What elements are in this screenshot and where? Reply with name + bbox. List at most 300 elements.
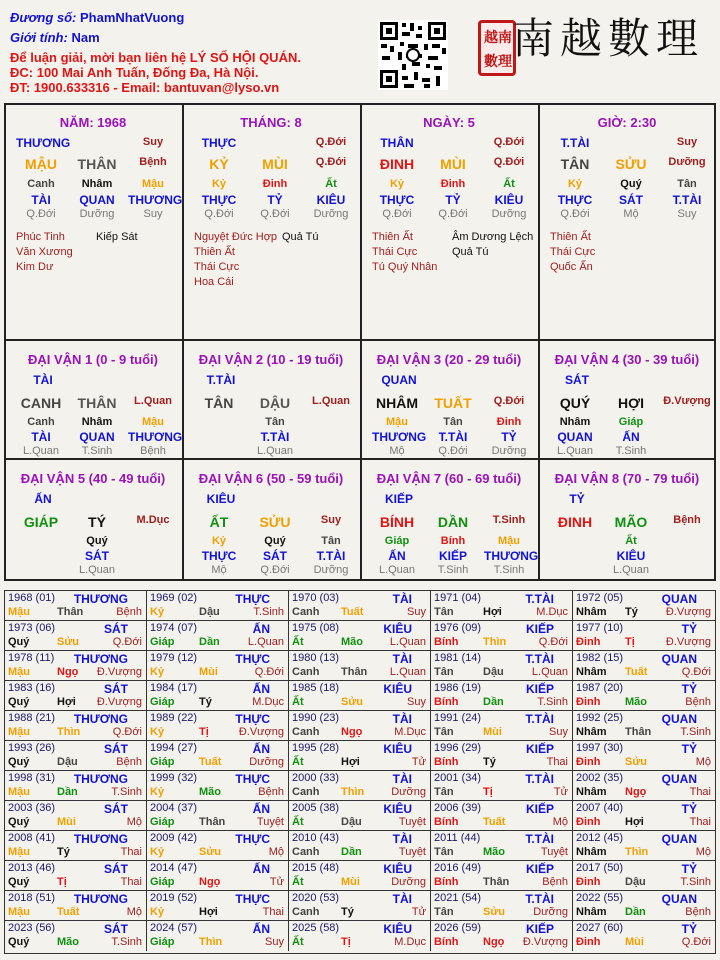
address-line: ĐC: 100 Mai Anh Tuấn, Đống Đa, Hà Nội.: [10, 65, 259, 80]
year-label: 1987 (20): [576, 682, 624, 694]
year-cell: [573, 861, 715, 891]
year-label: 1981 (14): [434, 652, 482, 664]
year-god: TÀI: [392, 592, 412, 606]
year-god: TỶ: [681, 802, 697, 816]
year-branch: Dần: [341, 846, 362, 858]
seal-char: 數: [484, 53, 498, 69]
year-label: 2009 (42): [150, 832, 198, 844]
year-label: 1992 (25): [576, 712, 624, 724]
year-cell: [289, 801, 431, 831]
year-god: QUAN: [661, 712, 697, 726]
year-stage: Bệnh: [258, 786, 284, 798]
year-god: KIẾP: [525, 682, 554, 696]
year-branch: Hợi: [625, 816, 644, 828]
year-god: THỰC: [235, 592, 270, 606]
year-stage: Q.Đới: [112, 636, 142, 648]
star-item: Quả Tú: [282, 231, 319, 243]
phone-email-line: ĐT: 1900.633316 - Email: bantuvan@lyso.vn: [10, 80, 280, 95]
year-god: TÀI: [392, 832, 412, 846]
star-item: Hoa Cái: [194, 276, 234, 288]
pillar-cell: TỶ: [267, 193, 283, 207]
year-stem: Mậu: [8, 666, 30, 678]
pillar-cell: Q.Đới: [382, 208, 412, 220]
pillar-cell: SÁT: [619, 193, 643, 207]
pillar-cell: Q.Đới: [493, 156, 525, 168]
pillar-cell: Dưỡng: [313, 208, 349, 220]
pillar-cell: Q.Đới: [260, 208, 290, 220]
luck-period-god: TỶ: [569, 492, 585, 506]
year-branch: Dậu: [483, 666, 504, 678]
year-stage: Bệnh: [116, 606, 142, 618]
luck-period-god: TÀI: [33, 373, 53, 387]
stars-list-b: [452, 230, 533, 260]
year-stem: Đinh: [576, 636, 601, 648]
year-stem: Canh: [292, 606, 320, 618]
pillar-cell: SỬU: [615, 156, 647, 172]
year-label: 2027 (60): [576, 922, 624, 934]
luck-period-cell: QUAN: [79, 430, 115, 444]
year-label: 1994 (27): [150, 742, 198, 754]
year-branch: Thân: [625, 726, 652, 738]
year-cell: [5, 891, 147, 921]
luck-period-cell: T.Sinh: [492, 514, 526, 526]
luck-period-cell: HỢI: [618, 395, 644, 411]
year-label: 1977 (10): [576, 622, 624, 634]
year-god: ẤN: [252, 922, 270, 936]
pillar-cell: Q.Đới: [26, 208, 56, 220]
year-stem: Quý: [8, 936, 30, 948]
luck-period-cell: Canh: [27, 416, 55, 428]
year-stage: Dưỡng: [391, 876, 426, 888]
pillar-cell: Dưỡng: [491, 208, 527, 220]
year-stem: Canh: [292, 786, 320, 798]
year-god: SÁT: [104, 742, 128, 756]
year-stage: Mộ: [268, 846, 284, 858]
year-branch: Ngọ: [199, 876, 221, 888]
pillar-cell: Suy: [677, 208, 697, 220]
year-stage: L.Quan: [389, 636, 426, 648]
year-label: 1993 (26): [8, 742, 56, 754]
year-label: 2024 (57): [150, 922, 198, 934]
year-cell: [289, 591, 431, 621]
year-label: 2001 (34): [434, 772, 482, 784]
pillar-title: NĂM: 1968: [59, 115, 127, 130]
year-cell: [431, 591, 573, 621]
year-god: T.TÀI: [525, 712, 554, 726]
pillar-cell: THỰC: [201, 193, 237, 207]
pillar-cell: Ất: [503, 178, 515, 190]
year-stem: Tân: [434, 666, 454, 678]
year-stem: Tân: [434, 726, 454, 738]
year-label: 2010 (43): [292, 832, 340, 844]
year-stage: Tử: [411, 756, 426, 768]
year-stem: Quý: [8, 816, 30, 828]
luck-period-god: KIÊU: [206, 492, 236, 506]
year-branch: Ngọ: [483, 936, 505, 948]
year-stem: Bính: [434, 936, 459, 948]
luck-period-title: ĐẠI VẬN 8 (70 - 79 tuổi): [554, 471, 700, 486]
stars-list-a: [372, 230, 437, 275]
luck-period-cell: Quý: [264, 535, 286, 547]
pillar-cell: TÀI: [31, 193, 51, 207]
pillar-cell: Kỷ: [211, 178, 227, 190]
year-stage: Q.Đới: [681, 936, 711, 948]
pillar-cell: THÂN: [380, 136, 414, 150]
star-item: Thiên Ất: [550, 231, 591, 243]
year-stage: Bệnh: [116, 756, 142, 768]
year-branch: Mão: [341, 636, 363, 648]
year-label: 2021 (54): [434, 892, 482, 904]
year-god: SÁT: [104, 862, 128, 876]
year-stage: Đ.Vượng: [665, 606, 711, 618]
year-stem: Mậu: [8, 606, 30, 618]
luck-period-cell: TÀI: [31, 430, 51, 444]
luck-period-cell: DẦN: [437, 514, 469, 530]
luck-period-cell: TUẤT: [434, 395, 472, 411]
year-god: T.TÀI: [525, 892, 554, 906]
year-stem: Mậu: [8, 906, 30, 918]
year-branch: Tị: [199, 726, 209, 738]
owner-name: PhamNhatVuong: [80, 10, 185, 25]
year-god: QUAN: [661, 592, 697, 606]
year-stage: L.Quan: [531, 666, 568, 678]
year-cell: [147, 711, 289, 741]
luck-period-cell: THƯƠNG: [128, 430, 183, 444]
year-cell: [5, 651, 147, 681]
luck-period-cell: THƯƠNG: [484, 549, 539, 563]
luck-period-cell: QUÝ: [559, 395, 591, 411]
pillar-cell: Q.Đới: [438, 208, 468, 220]
luck-period-cell: Đ.Vượng: [663, 395, 711, 407]
luck-period-cell: T.TÀI: [316, 549, 346, 563]
year-stage: Mộ: [126, 906, 142, 918]
luck-period-god: ẤN: [34, 492, 52, 506]
year-cell: [573, 621, 715, 651]
luck-period-cell: Giáp: [384, 535, 410, 547]
year-branch: Tý: [483, 756, 496, 768]
year-branch: Tý: [57, 846, 70, 858]
year-stem: Tân: [434, 786, 454, 798]
luck-period-cell: THỰC: [201, 549, 237, 563]
pillar-column: [184, 105, 358, 339]
year-stage: T.Sinh: [680, 876, 711, 888]
year-label: 1984 (17): [150, 682, 198, 694]
luck-period-cell: Mộ: [389, 445, 405, 457]
year-label: 2011 (44): [434, 832, 481, 844]
year-label: 1972 (05): [576, 592, 624, 604]
year-stem: Ất: [292, 816, 304, 828]
year-god: ẤN: [252, 862, 270, 876]
luck-period-cell: SÁT: [85, 549, 109, 563]
year-label: 2002 (35): [576, 772, 624, 784]
year-label: 1968 (01): [8, 592, 56, 604]
year-stage: T.Sinh: [680, 726, 711, 738]
year-stem: Bính: [434, 876, 459, 888]
luck-period-cell: Mậu: [386, 416, 408, 428]
year-stage: Tuyệt: [540, 846, 568, 858]
year-god: THƯƠNG: [73, 892, 128, 906]
year-stage: Suy: [407, 606, 426, 618]
pillar-cell: Ất: [325, 178, 337, 190]
luck-period-title: ĐẠI VẬN 6 (50 - 59 tuổi): [198, 471, 344, 486]
pillar-cell: MÙI: [262, 156, 288, 172]
pillar-cell: Quý: [620, 178, 642, 190]
year-label: 2016 (49): [434, 862, 482, 874]
year-cell: [431, 801, 573, 831]
luck-period-cell: Suy: [320, 514, 342, 526]
year-cell: [573, 651, 715, 681]
year-cell: [147, 861, 289, 891]
year-stem: Giáp: [150, 636, 175, 648]
luck-period-cell: TÂN: [204, 395, 234, 411]
pillar-cell: T.TÀI: [672, 193, 702, 207]
year-stem: Tân: [434, 906, 454, 918]
year-label: 2003 (36): [8, 802, 56, 814]
year-god: TỶ: [681, 922, 697, 936]
luck-period-cell: ẤN: [388, 549, 406, 563]
year-god: THƯƠNG: [73, 772, 128, 786]
pillar-cell: MẬU: [25, 156, 57, 172]
luck-period-cell: Dưỡng: [491, 445, 527, 457]
luck-period-cell: Quý: [86, 535, 108, 547]
year-cell: [5, 621, 147, 651]
year-stage: Dưỡng: [249, 756, 284, 768]
year-cell: [573, 801, 715, 831]
year-cell: [147, 651, 289, 681]
year-label: 1969 (02): [150, 592, 198, 604]
pillar-column: [540, 105, 714, 339]
year-cell: [573, 921, 715, 951]
year-god: THỰC: [235, 712, 270, 726]
year-stem: Nhâm: [576, 786, 607, 798]
year-branch: Tị: [483, 786, 493, 798]
year-stem: Đinh: [576, 756, 601, 768]
year-stage: Tử: [269, 876, 284, 888]
year-god: T.TÀI: [525, 772, 554, 786]
year-stem: Mậu: [8, 786, 30, 798]
year-cell: [147, 591, 289, 621]
year-cell: [5, 861, 147, 891]
stars-list-a: [16, 230, 73, 275]
year-branch: Dần: [57, 786, 78, 798]
pillar-cell: Dưỡng: [79, 208, 115, 220]
luck-period-cell: NHÂM: [376, 395, 418, 411]
luck-period-cell: THƯƠNG: [372, 430, 427, 444]
year-god: ẤN: [252, 802, 270, 816]
pillar-cell: Dưỡng: [668, 156, 706, 168]
year-label: 1995 (28): [292, 742, 340, 754]
year-stem: Đinh: [576, 696, 601, 708]
year-branch: Thìn: [483, 636, 507, 648]
year-god: KIÊU: [383, 862, 412, 876]
year-god: T.TÀI: [525, 592, 554, 606]
year-stage: Suy: [265, 936, 284, 948]
year-stem: Bính: [434, 756, 459, 768]
luck-period-cell: Q.Đới: [493, 395, 525, 407]
year-stem: Quý: [8, 876, 30, 888]
year-cell: [431, 681, 573, 711]
luck-period-cell: Q.Đới: [438, 445, 468, 457]
year-label: 1979 (12): [150, 652, 198, 664]
pillar-title: NGÀY: 5: [423, 115, 475, 130]
year-stem: Quý: [8, 696, 30, 708]
year-god: QUAN: [661, 652, 697, 666]
pillar-cell: KIÊU: [316, 193, 346, 207]
pillar-cell: Q.Đới: [315, 136, 347, 148]
star-item: Thiên Ất: [194, 246, 235, 258]
year-cell: [147, 801, 289, 831]
star-item: Nguyệt Đức Hợp: [194, 231, 278, 243]
luck-period-cell: ẤT: [209, 514, 229, 530]
year-label: 2025 (58): [292, 922, 340, 934]
year-god: TỶ: [681, 742, 697, 756]
luck-period: [184, 462, 358, 578]
year-stem: Đinh: [576, 876, 601, 888]
year-branch: Tị: [57, 876, 67, 888]
year-cell: [289, 681, 431, 711]
luck-period-cell: L.Quan: [78, 564, 116, 576]
year-branch: Mùi: [341, 876, 360, 888]
year-branch: Hợi: [199, 906, 218, 918]
year-label: 1976 (09): [434, 622, 482, 634]
year-label: 1989 (22): [150, 712, 198, 724]
year-label: 1974 (07): [150, 622, 198, 634]
luck-period-cell: DẬU: [259, 395, 291, 411]
luck-period-cell: Tân: [443, 416, 463, 428]
pillar-cell: TỶ: [445, 193, 461, 207]
year-cell: [431, 861, 573, 891]
year-cell: [5, 831, 147, 861]
year-cell: [147, 891, 289, 921]
year-cell: [289, 831, 431, 861]
luck-period-cell: SỬU: [259, 514, 291, 530]
year-branch: Hợi: [57, 696, 76, 708]
year-label: 2026 (59): [434, 922, 482, 934]
year-cell: [289, 891, 431, 921]
year-stage: Đ.Vượng: [238, 726, 284, 738]
pillar-cell: Kỷ: [567, 178, 583, 190]
year-label: 1985 (18): [292, 682, 340, 694]
year-stage: Mộ: [695, 846, 711, 858]
year-label: 2015 (48): [292, 862, 340, 874]
year-stage: T.Sinh: [111, 786, 142, 798]
luck-period-cell: Bính: [440, 535, 466, 547]
year-stage: Bệnh: [685, 696, 711, 708]
year-cell: [573, 771, 715, 801]
star-item: Tú Quý Nhân: [372, 261, 438, 273]
pillar-cell: Nhâm: [81, 178, 113, 190]
year-branch: Dần: [483, 696, 504, 708]
year-cell: [147, 621, 289, 651]
year-label: 1999 (32): [150, 772, 198, 784]
year-stage: Q.Đới: [538, 636, 568, 648]
pillar-cell: Mộ: [623, 208, 639, 220]
star-item: Kim Dư: [16, 261, 54, 273]
year-branch: Thân: [57, 606, 84, 618]
luck-period: [540, 343, 714, 459]
luck-period-cell: GIÁP: [23, 514, 59, 530]
year-god: THỰC: [235, 772, 270, 786]
pillar-cell: THƯƠNG: [16, 136, 71, 150]
pillar-cell: Đinh: [262, 178, 288, 190]
year-stage: Q.Đới: [254, 666, 284, 678]
luck-period-cell: Đinh: [496, 416, 522, 428]
luck-period-cell: L.Quan: [378, 564, 416, 576]
year-label: 2020 (53): [292, 892, 340, 904]
pillar-cell: THƯƠNG: [128, 193, 183, 207]
seal-char: 理: [498, 53, 512, 69]
luck-period-cell: L.Quan: [312, 395, 350, 407]
luck-period-title: ĐẠI VẬN 4 (30 - 39 tuổi): [554, 352, 700, 367]
year-stage: Q.Đới: [681, 666, 711, 678]
year-stem: Nhâm: [576, 726, 607, 738]
year-god: TỶ: [681, 862, 697, 876]
year-cell: [5, 711, 147, 741]
pillar-cell: KỶ: [209, 156, 229, 172]
year-god: TÀI: [392, 772, 412, 786]
year-stage: Tử: [553, 786, 568, 798]
year-label: 2000 (33): [292, 772, 340, 784]
year-god: TÀI: [392, 892, 412, 906]
year-label: 2004 (37): [150, 802, 198, 814]
year-stem: Bính: [434, 816, 459, 828]
year-branch: Mão: [57, 936, 79, 948]
year-god: SÁT: [104, 922, 128, 936]
year-stem: Nhâm: [576, 906, 607, 918]
year-cell: [289, 651, 431, 681]
pillar-title: THÁNG: 8: [240, 115, 302, 130]
year-label: 1971 (04): [434, 592, 482, 604]
luck-period-cell: BÍNH: [379, 514, 415, 530]
year-god: SÁT: [104, 682, 128, 696]
luck-period-cell: Mậu: [498, 535, 520, 547]
year-stem: Nhâm: [576, 606, 607, 618]
year-cell: [147, 741, 289, 771]
year-god: THỰC: [235, 832, 270, 846]
year-stage: Dưỡng: [391, 786, 426, 798]
year-cell: [431, 771, 573, 801]
year-label: 1983 (16): [8, 682, 56, 694]
year-label: 1998 (31): [8, 772, 56, 784]
year-god: KIẾP: [525, 802, 554, 816]
year-stage: Mộ: [126, 816, 142, 828]
year-god: TỶ: [681, 622, 697, 636]
year-cell: [5, 591, 147, 621]
year-branch: Thìn: [199, 936, 223, 948]
luck-period-cell: SÁT: [263, 549, 287, 563]
luck-period-cell: T.Sinh: [615, 445, 647, 457]
year-branch: Ngọ: [341, 726, 363, 738]
luck-period-god: QUAN: [381, 373, 417, 387]
luck-period-god: T.TÀI: [206, 373, 236, 387]
year-god: THƯƠNG: [73, 712, 128, 726]
year-label: 1973 (06): [8, 622, 56, 634]
year-cell: [147, 681, 289, 711]
year-label: 2005 (38): [292, 802, 340, 814]
pillar-cell: TÂN: [560, 156, 590, 172]
year-label: 2019 (52): [150, 892, 198, 904]
year-god: ẤN: [252, 622, 270, 636]
year-god: KIÊU: [383, 682, 412, 696]
luck-period-cell: L.Quan: [556, 445, 594, 457]
qr-code-icon: [378, 20, 448, 90]
luck-period: [6, 462, 180, 578]
luck-period-cell: KIẾP: [438, 549, 467, 563]
year-label: 2006 (39): [434, 802, 482, 814]
year-stem: Ất: [292, 936, 304, 948]
year-stage: T.Sinh: [253, 606, 284, 618]
year-branch: Tuất: [341, 606, 364, 618]
